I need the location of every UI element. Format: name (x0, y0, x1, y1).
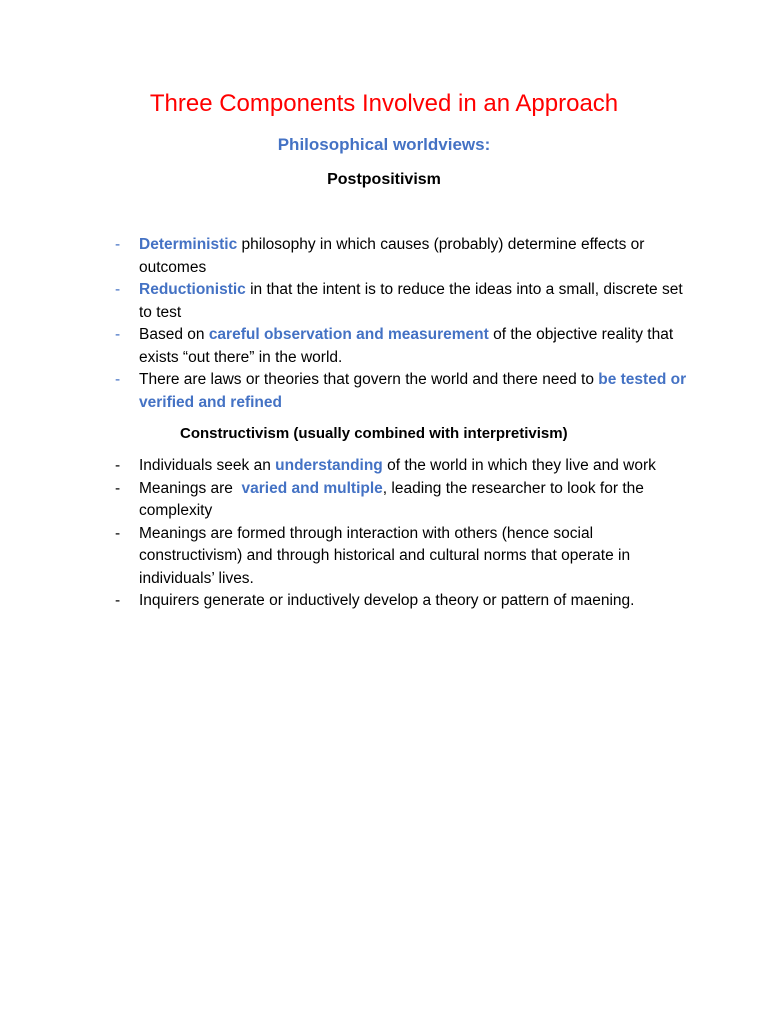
highlight-text: Reductionistic (139, 281, 246, 298)
body-text: of the objective reality that exists “out there” in the world. (139, 326, 674, 366)
body-text: , leading the researcher to look for the complexity (139, 479, 644, 519)
list-item (113, 369, 688, 414)
bullet-dash: - (115, 524, 121, 542)
section-heading-constructivism: Constructivism (usually combined with interpretivism) (180, 425, 568, 442)
highlight-text: Deterministic (139, 236, 238, 253)
body-text: Based on (139, 326, 209, 343)
bullet-dash: - (115, 457, 121, 474)
bullet-dash: - (115, 326, 121, 343)
highlight-text: be tested or verified and refined (139, 371, 687, 411)
postpositivism-list (113, 234, 688, 414)
constructivism-list (113, 455, 688, 613)
body-text: philosophy in which causes (probably) determine effects or outcomes (139, 236, 645, 276)
body-text: of the world in which they live and work (382, 457, 656, 474)
bullet-dash: - (115, 236, 121, 253)
list-item (113, 324, 688, 369)
list-item (113, 590, 688, 613)
bullet-dash: - (115, 281, 121, 298)
list-item (113, 279, 688, 324)
body-text: in that the intent is to reduce the ideas into a small, discrete set to test (139, 281, 683, 321)
highlight-text: careful observation and measurement (208, 326, 489, 343)
list-item (113, 523, 688, 591)
document-title: Three Components Involved in an Approach (149, 90, 619, 117)
highlight-text: understanding (275, 457, 383, 474)
body-text: Meanings are (139, 479, 242, 497)
section-heading-postpositivism: Postpositivism (327, 171, 441, 188)
list-item (113, 455, 688, 478)
list-item (113, 234, 688, 279)
bullet-dash: - (115, 592, 121, 609)
document-subtitle: Philosophical worldviews: (277, 135, 491, 154)
bullet-dash: - (115, 479, 121, 497)
bullet-dash: - (115, 371, 121, 388)
body-text: Inquirers generate or inductively develop a theory or pattern of maening. (139, 592, 635, 609)
body-text: Meanings are formed through interaction with others (hence social constructivism) and through historical and cultural norms that operate in individuals’ lives. (139, 524, 631, 587)
body-text: There are laws or theories that govern the world and there need to (139, 371, 599, 388)
body-text: Individuals seek an (139, 457, 276, 474)
highlight-text: varied and multiple (241, 479, 383, 497)
list-item (113, 478, 688, 523)
